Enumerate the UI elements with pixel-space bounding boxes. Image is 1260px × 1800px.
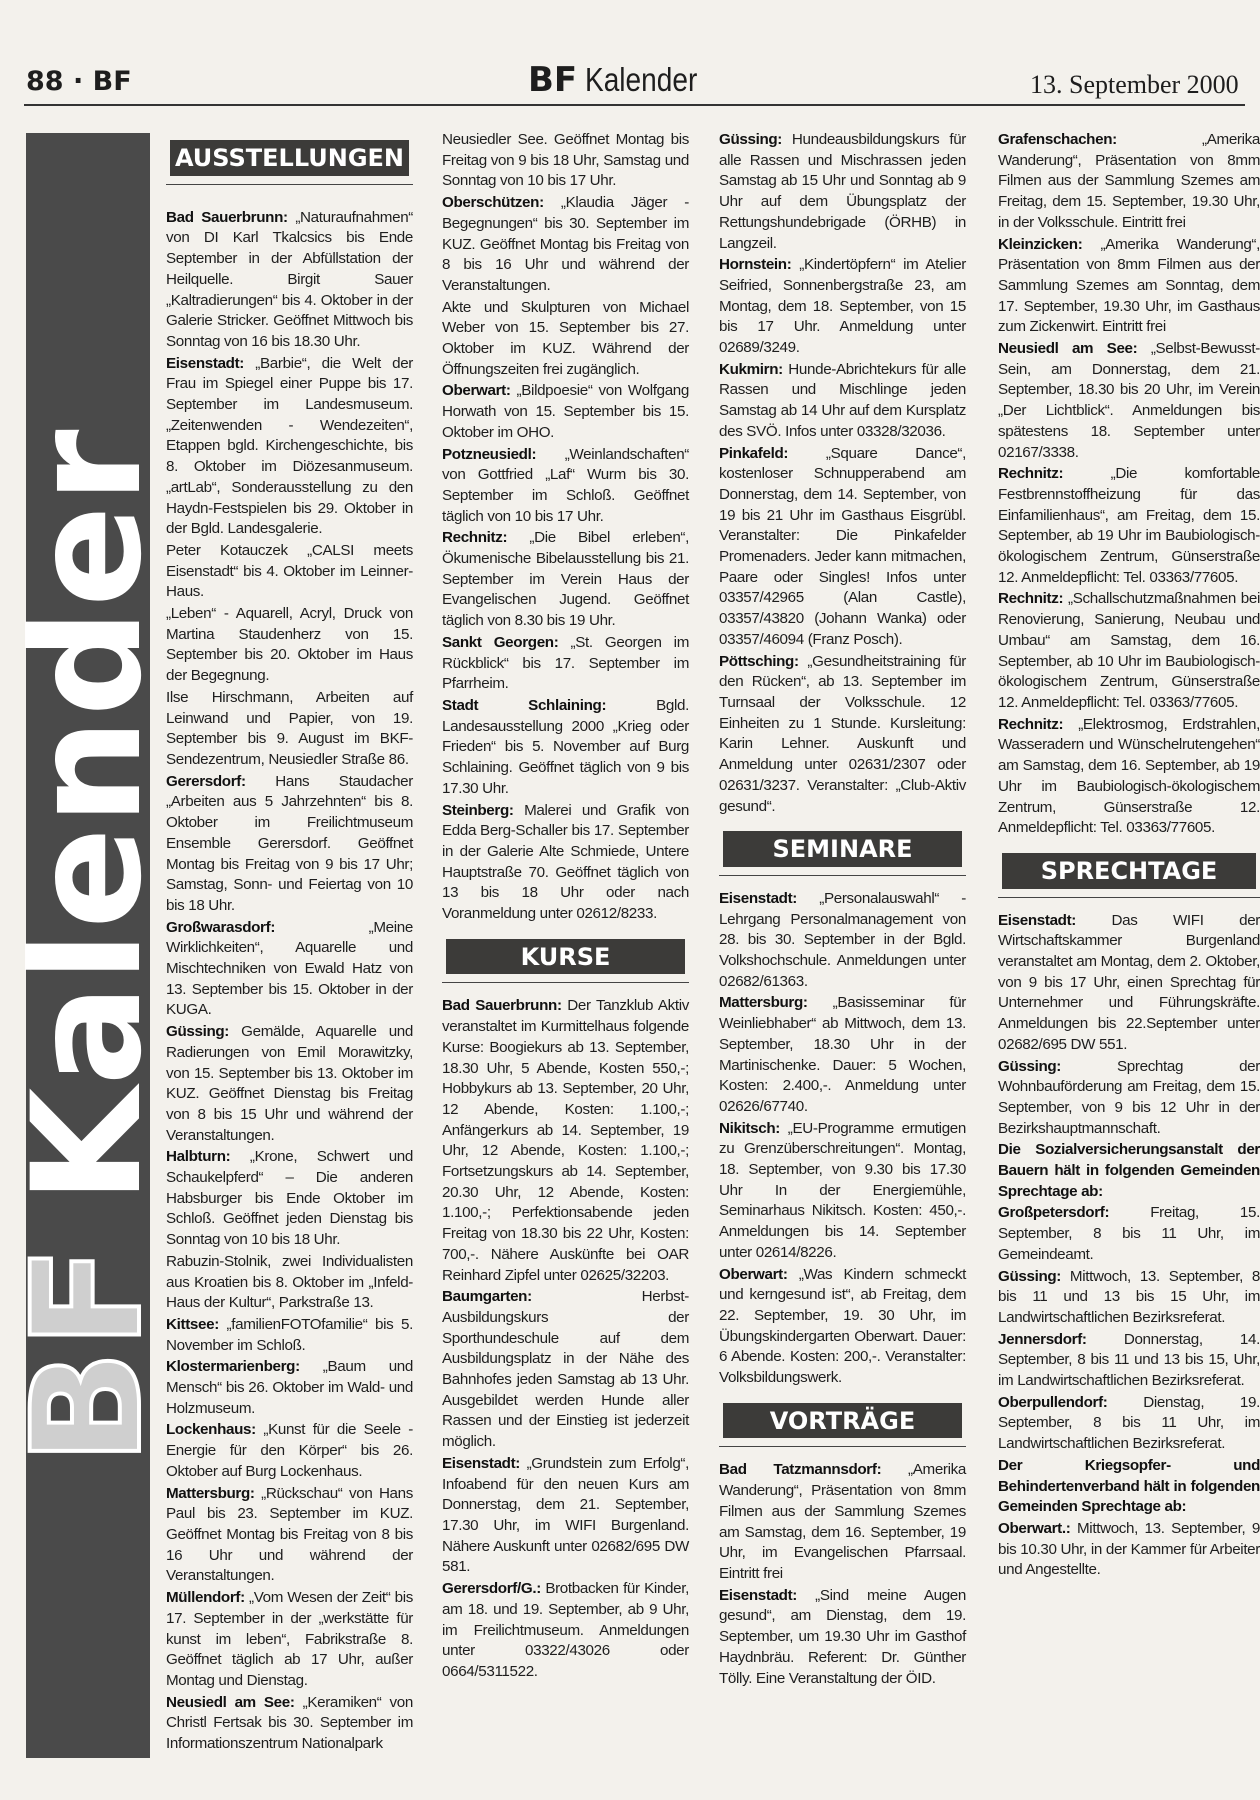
calendar-entry: [719, 1119, 966, 1264]
entry-place: Jennersdorf:: [998, 1330, 1087, 1348]
calendar-entry: [719, 360, 966, 443]
entry-place: Hornstein:: [719, 256, 792, 274]
entry-place: Mattersburg:: [719, 994, 808, 1012]
calendar-entry: [998, 911, 1260, 1056]
calendar-entry: [998, 130, 1260, 234]
calendar-entry: [442, 445, 689, 528]
calendar-entry: [442, 381, 689, 443]
entry-text: „Personalauswahl“ - Lehrgang Personalmanagement von 28. bis 30. September in der Bgld. Volkshochschule. Anmeldungen unter 02682/61363.: [719, 889, 966, 990]
entry-text: Der Tanzklub Aktiv veranstaltet im Kurmittelhaus folgende Kurse: Boogiekurs ab 13. September, 18.30 Uhr, 5 Abende, Kosten 550,-; Hobbykurs ab 13. September, 20 Uhr, 12 Abende, Kosten: 1.100,-; Anfängerkurs ab 14. September, 19 Uhr, 12 Abende, Kosten: 1.100,-; Fortsetzungskurs ab 14. September, 20.30 Uhr, 12 Abende, Kosten: 1.100,-; Perfektionsabende jeden Freitag von 18.30 bis 22 Uhr, Kosten: 700,-. Nähere Auskünfte bei OAR Reinhard Zipfel unter 02625/32203.: [442, 997, 689, 1284]
entry-place: Oberwart:: [442, 382, 511, 400]
section-heading: SEMINARE: [723, 831, 962, 867]
section-heading: SPRECHTAGE: [1002, 853, 1256, 889]
calendar-entry: [998, 589, 1260, 713]
calendar-entry: [442, 130, 689, 192]
entry-text: „Naturaufnahmen“ von DI Karl Tkalcsics bis Ende September in der Abfüllstation der Heilquelle. Birgit Sauer „Kaltradierungen“ bis 4. Oktober in der Galerie Stricker. Geöffnet Mittwoch bis Sonntag von 16 bis 18.30 Uhr.: [166, 208, 413, 350]
entry-text: „Selbst-Bewusst-Sein, am Donnerstag, dem 21. September, 18.30 bis 20 Uhr, im Verein „Der Lichtblick“. Anmeldungen bis spätestens 18. September unter 02167/3338.: [998, 340, 1260, 461]
entry-text: Sprechtag der Wohnbauförderung am Freitag, dem 15. September, von 9 bis 12 Uhr in der Bezirkshauptmannschaft.: [998, 1057, 1260, 1137]
entry-place: Gerersdorf:: [166, 772, 246, 790]
entry-text: Das WIFI der Wirtschaftskammer Burgenland veranstaltet am Montag, dem 2. Oktober, von 9 bis 17 Uhr, einen Sprechtag für Unternehmer und Führungskräfte. Anmeldungen bis 22.September unter 02682/695 DW 551.: [998, 911, 1260, 1053]
entry-place: Potzneusiedl:: [442, 445, 537, 463]
entry-place: Sankt Georgen:: [442, 633, 559, 651]
entry-text: „Vom Wesen der Zeit“ bis 17. September in der „werkstätte für kunst im leben“, Fabrikstraße 8. Geöffnet täglich ab 17 Uhr, außer Montag und Dienstag.: [166, 1589, 413, 1689]
calendar-entry: [719, 889, 966, 993]
entry-place: Neusiedl am See:: [998, 340, 1138, 358]
calendar-entry: [442, 996, 689, 1286]
entry-text: „Kindertöpfern“ im Atelier Seifried, Sonnenbergstraße 23, am Montag, dem 18. September, von 15 bis 17 Uhr. Anmeldung unter 02689/3249.: [719, 256, 966, 357]
entry-text: Gemälde, Aquarelle und Radierungen von Emil Morawitzky, von 15. September bis 13. Oktober im KUZ. Geöffnet Dienstag bis Freitag von 8 bis 15 Uhr und während der Veranstaltungen.: [166, 1023, 413, 1144]
calendar-entry: [998, 1393, 1260, 1455]
entry-place: Stadt Schlaining:: [442, 696, 607, 714]
calendar-entry: [998, 1267, 1260, 1329]
calendar-entry: [719, 130, 966, 254]
entry-text: Mittwoch, 13. September, 9 bis 10.30 Uhr, in der Kammer für Arbeiter und Angestellte.: [998, 1520, 1260, 1579]
entry-place: Rechnitz:: [442, 529, 508, 547]
calendar-entry: [166, 1252, 413, 1314]
entry-text: Mittwoch, 13. September, 8 bis 11 und 13 bis 15 Uhr, im Landwirtschaftlichen Bezirksreferat.: [998, 1267, 1260, 1326]
entry-place: Halbturn:: [166, 1148, 231, 1166]
calendar-entry: [442, 1454, 689, 1578]
entry-text: „Kunst für die Seele - Energie für den Körper“ bis 26. Oktober auf Burg Lockenhaus.: [166, 1421, 413, 1480]
entry-text: „Die komfortable Festbrennstoffheizung für das Einfamilienhaus“, am Freitag, dem 15. September, ab 19 Uhr im Baubiologisch-ökologischem Zentrum, Günserstraße 12. Anmeldepflicht: Tel. 03363/77605.: [998, 465, 1260, 586]
entry-place: Kukmirn:: [719, 360, 783, 378]
entry-text: „Keramiken“ von Christl Fertsak bis 30. September im Informationszentrum Nationalpark: [166, 1693, 413, 1753]
calendar-entry: [166, 772, 413, 917]
entry-text: „Grundstein zum Erfolg“, Infoabend für den neuen Kurs am Donnerstag, dem 21. September, 17.30 Uhr, im WIFI Burgenland. Nähere Auskunft unter 02682/695 DW 581.: [442, 1454, 689, 1576]
entry-place: Kittsee:: [166, 1315, 219, 1333]
entry-place: Eisenstadt:: [166, 354, 245, 372]
entry-place: Eisenstadt:: [442, 1454, 521, 1472]
column-2: [442, 130, 689, 1684]
entry-place: Güssing:: [998, 1057, 1062, 1075]
calendar-entry: [166, 1484, 413, 1588]
entry-place: Klostermarienberg:: [166, 1358, 300, 1376]
entry-text: „Was Kindern schmeckt und kerngesund ist“, ab Freitag, dem 22. September, 19. 30 Uhr, im Übungskindergarten Oberwart. Dauer: 6 Abende. Kosten: 200,-. Veranstalter: Volksbildungswerk.: [719, 1265, 966, 1387]
entry-place: Oberwart:: [719, 1265, 788, 1283]
calendar-entry: [166, 1022, 413, 1146]
vertical-logo-brand: BF: [1, 1243, 175, 1465]
section-heading: AUSSTELLUNGEN: [170, 140, 409, 176]
entry-text: „familienFOTOfamilie“ bis 5. November im Schloß.: [166, 1315, 413, 1354]
entry-text: Malerei und Grafik von Edda Berg-Schaller bis 17. September in der Galerie Alte Schmiede, Untere Hauptstraße 70. Geöffnet täglich von 13 bis 18 Uhr oder nach Voranmeldung unter 02612/8233.: [442, 801, 689, 923]
entry-place: Grafenschachen:: [998, 131, 1117, 148]
entry-place: Bad Sauerbrunn:: [166, 208, 288, 226]
masthead-title: Kalender: [585, 61, 698, 98]
calendar-entry: [166, 1147, 413, 1251]
calendar-entry: [166, 918, 413, 1022]
entry-text: Akte und Skulpturen von Michael Weber von 15. September bis 27. Oktober im KUZ. Während der Öffnungszeiten frei zugänglich.: [442, 298, 689, 378]
entry-text: Freitag, 15. September, 8 bis 11 Uhr, im Gemeindeamt.: [998, 1204, 1260, 1263]
entry-place: Der Kriegsopfer- und Behindertenverband hält in folgenden Gemeinden Sprechtage ab:: [998, 1456, 1260, 1516]
entry-place: Bad Tatzmannsdorf:: [719, 1461, 882, 1479]
header-rule: [24, 104, 1245, 106]
entry-text: „Die Bibel erleben“, Ökumenische Bibelausstellung bis 21. September im Verein Haus der Evangelischen Jugend. Geöffnet täglich von 8.30 bis 19 Uhr.: [442, 529, 689, 630]
calendar-entry: [719, 1586, 966, 1690]
entry-place: Güssing:: [998, 1267, 1062, 1285]
vertical-logo-title: Kalender: [1, 426, 175, 1204]
calendar-entry: [998, 464, 1260, 588]
entry-text: „Square Dance“, kostenloser Schnupperabend am Donnerstag, dem 14. September, von 19 bis 21 Uhr im Gasthaus Eisgrübl. Veranstalter: Die Pinkafelder Promenaders. Jeder kann mitmachen, Paare oder Singles! Infos unter 03357/42965 (Alan Castle), 03357/43820 (Johann Wanka) oder 03357/46094 (Franz Posch).: [719, 444, 966, 648]
calendar-entry: [166, 604, 413, 687]
entry-text: „Amerika Wanderung“, Präsentation von 8mm Filmen aus der Sammlung Szemes am Sonntag, dem 17. September, 19.30 Uhr, im Gasthaus zum Zickenwirt. Eintritt frei: [998, 235, 1260, 336]
calendar-entry: [998, 1140, 1260, 1202]
entry-place: Großpetersdorf:: [998, 1204, 1110, 1222]
calendar-entry: [998, 1330, 1260, 1392]
entry-text: „Sind meine Augen gesund“, am Dienstag, dem 19. September, um 19.30 Uhr im Gasthof Haydnbräu. Referent: Dr. Günther Tölly. Eine Veranstaltung der ÖID.: [719, 1586, 966, 1687]
entry-place: Oberwart.:: [998, 1520, 1071, 1537]
calendar-entry: [166, 354, 413, 540]
entry-place: Oberpullendorf:: [998, 1393, 1108, 1411]
section-heading: VORTRÄGE: [723, 1403, 962, 1439]
entry-text: „Leben“ - Aquarell, Acryl, Druck von Martina Staudenherz von 15. September bis 20. Oktober im Haus der Begegnung.: [166, 605, 413, 685]
entry-text: „Elektrosmog, Erdstrahlen, Wasseradern und Wünschelrutengehen“ am Samstag, dem 16. September, ab 19 Uhr im Baubiologisch-ökologischem Zentrum, Günserstraße 12. Anmeldepflicht: Tel. 03363/77605.: [998, 715, 1260, 837]
entry-text: Bgld. Landesausstellung 2000 „Krieg oder Frieden“ bis 5. November auf Burg Schlaining. Geöffnet täglich von 9 bis 17.30 Uhr.: [442, 696, 689, 797]
calendar-entry: [166, 1693, 413, 1755]
entry-text: Hundeausbildungskurs für alle Rassen und Mischrassen jeden Samstag ab 15 Uhr und Sonntag ab 9 Uhr auf dem Übungsplatz der Rettungshundebrigade (ÖRHB) in Langzeil.: [719, 131, 966, 252]
column-3: [719, 130, 966, 1690]
entry-place: Güssing:: [166, 1023, 230, 1041]
calendar-entry: [166, 208, 413, 353]
entry-place: Pinkafeld:: [719, 444, 789, 462]
entry-text: Ilse Hirschmann, Arbeiten auf Leinwand und Papier, von 19. September bis 9. August im BKF-Sendezentrum, Neusiedler Straße 86.: [166, 688, 413, 768]
entry-place: Eisenstadt:: [719, 1586, 798, 1604]
calendar-entry: [719, 993, 966, 1117]
calendar-entry: [719, 444, 966, 651]
entry-place: Pöttsching:: [719, 652, 799, 670]
entry-text: Peter Kotauczek „CALSI meets Eisenstadt“ bis 4. Oktober im Leinner-Haus.: [166, 541, 413, 601]
entry-text: „Rückschau“ von Hans Paul bis 23. September im KUZ. Geöffnet Montag bis Freitag von 8 bis 16 Uhr und während der Veranstaltungen.: [166, 1484, 413, 1585]
entry-place: Rechnitz:: [998, 465, 1064, 483]
calendar-entry: [442, 1579, 689, 1683]
entry-place: Kleinzicken:: [998, 235, 1083, 253]
entry-text: Brotbacken für Kinder, am 18. und 19. September, ab 9 Uhr, im Freilichtmuseum. Anmeldungen unter 03322/43026 oder 0664/5311522.: [442, 1580, 689, 1680]
calendar-entry: [166, 1357, 413, 1419]
entry-place: Neusiedl am See:: [166, 1693, 295, 1711]
calendar-entry: [998, 235, 1260, 339]
vertical-logo: [1, 427, 175, 1464]
entry-place: Großwarasdorf:: [166, 918, 276, 936]
calendar-entry: [442, 696, 689, 800]
calendar-entry: [166, 541, 413, 603]
entry-place: Nikitsch:: [719, 1119, 780, 1137]
entry-text: „Bildpoesie“ von Wolfgang Horwath von 15. September bis 15. Oktober im OHO.: [442, 382, 689, 441]
entry-place: Rechnitz:: [998, 715, 1064, 733]
calendar-entry: [998, 715, 1260, 839]
section-heading: KURSE: [446, 939, 685, 975]
calendar-entry: [998, 339, 1260, 463]
entry-place: Güssing:: [719, 131, 783, 148]
column-1: [166, 140, 413, 1756]
entry-place: Oberschützen:: [442, 194, 544, 212]
calendar-entry: [166, 1315, 413, 1356]
calendar-entry: [719, 652, 966, 818]
entry-text: „Meine Wirklichkeiten“, Aquarelle und Mischtechniken von Ewald Hatz von 13. September bis 15. Oktober in der KUGA.: [166, 918, 413, 1019]
entry-text: Hans Staudacher „Arbeiten aus 5 Jahrzehnten“ bis 8. Oktober im Freilichtmuseum Ensemble Gerersdorf. Geöffnet Montag bis Freitag von 9 bis 17 Uhr; Samstag, Sonn- und Feiertag von 10 bis 18 Uhr.: [166, 772, 413, 914]
entry-text: „Krone, Schwert und Schaukelpferd“ – Die anderen Habsburger bis Ende Oktober im Schloß. Geöffnet jeden Dienstag bis Sonntag von 10 bis 18 Uhr.: [166, 1148, 413, 1249]
calendar-entry: [442, 801, 689, 925]
issue-date: 13. September 2000: [1030, 70, 1239, 99]
entry-text: „Gesundheitstraining für den Rücken“, ab 13. September im Turnsaal der Volksschule. 12 Einheiten zu 1 Stunde. Kursleitung: Karin Lehner. Auskunft und Anmeldung unter 02631/2307 oder 02631/3237. Veranstalter: „Club-Aktiv gesund“.: [719, 652, 966, 815]
calendar-entry: [998, 1057, 1260, 1140]
calendar-entry: [442, 528, 689, 632]
entry-text: „Weinlandschaften“ von Gottfried „Laf“ Wurm bis 30. September im Schloß. Geöffnet täglich von 10 bis 17 Uhr.: [442, 445, 689, 525]
entry-place: Rechnitz:: [998, 590, 1064, 608]
calendar-entry: [719, 1460, 966, 1584]
entry-text: „Amerika Wanderung“, Präsentation von 8mm Filmen aus der Sammlung Szemes am Freitag, dem 15. September, 19.30 Uhr, in der Volksschule. Eintritt frei: [998, 131, 1260, 231]
entry-text: Rabuzin-Stolnik, zwei Individualisten aus Kroatien bis 8. Oktober im „Infeld-Haus der Kultur“, Parkstraße 13.: [166, 1252, 413, 1312]
entry-text: „Klaudia Jäger - Begegnungen“ bis 30. September im KUZ. Geöffnet Montag bis Freitag von 8 bis 16 Uhr und während der Veranstaltungen.: [442, 194, 689, 294]
calendar-entry: [442, 193, 689, 297]
calendar-entry: [442, 633, 689, 695]
entry-text: „Amerika Wanderung“, Präsentation von 8mm Filmen aus der Sammlung Szemes am Samstag, dem 16. September, 19 Uhr, im Evangelischen Pfarrsaal. Eintritt frei: [719, 1461, 966, 1582]
masthead-brand: BF: [528, 60, 578, 100]
entry-text: „Barbie“, die Welt der Frau im Spiegel einer Puppe bis 17. September im Landesmuseum. „Zeitenwenden - Wendezeiten“, Etappen bgld. Kirchengeschichte, bis 8. Oktober im Diözesanmuseum. „artLab“, Sonderausstellung zu den Haydn-Festspielen bis 29. Oktober in der Bgld. Landesgalerie.: [166, 354, 413, 538]
calendar-entry: [166, 688, 413, 771]
entry-place: Bad Sauerbrunn:: [442, 997, 562, 1015]
entry-place: Eisenstadt:: [719, 889, 798, 907]
entry-text: Hunde-Abrichtekurs für alle Rassen und Mischlinge jeden Samstag ab 14 Uhr auf dem Kursplatz des SVÖ. Infos unter 03328/32036.: [719, 360, 966, 440]
entry-text: „EU-Programme ermutigen zu Grenzüberschreitungen“. Montag, 18. September, von 9.30 bis 17.30 Uhr In der Energiemühle, Seminarhaus Nikitsch. Kosten: 450,-. Anmeldungen bis 14. September unter 02614/8226.: [719, 1119, 966, 1261]
calendar-entry: [998, 1456, 1260, 1518]
entry-text: Herbst-Ausbildungskurs der Sporthundeschule auf dem Ausbildungsplatz in der Nähe des Bahnhofes jeden Samstag ab 13 Uhr. Ausgebildet werden Hunde aller Rassen und der Einstieg ist jederzeit möglich.: [442, 1288, 689, 1451]
calendar-entry: [998, 1203, 1260, 1265]
entry-text: Dienstag, 19. September, 8 bis 11 Uhr, im Landwirtschaftlichen Bezirksreferat.: [998, 1393, 1260, 1453]
column-4: [998, 130, 1260, 1582]
entry-text: „Schallschutzmaßnahmen bei Renovierung, Sanierung, Neubau und Umbau“ am Samstag, dem 16. September, ab 10 Uhr im Baubiologisch-ökologischem Zentrum, Günserstraße 12. Anmeldepflicht: Tel. 03363/77605.: [998, 590, 1260, 711]
page-number: 88 · BF: [26, 66, 132, 97]
entry-place: Müllendorf:: [166, 1589, 245, 1607]
calendar-entry: [719, 255, 966, 359]
entry-text: Neusiedler See. Geöffnet Montag bis Freitag von 9 bis 18 Uhr, Samstag und Sonntag von 10 bis 17 Uhr.: [442, 131, 689, 190]
calendar-entry: [166, 1420, 413, 1482]
entry-place: Steinberg:: [442, 801, 514, 819]
calendar-entry: [442, 298, 689, 381]
vertical-logo-bar: [1, 133, 175, 1758]
calendar-entry: [166, 1588, 413, 1692]
entry-place: Lockenhaus:: [166, 1421, 256, 1439]
entry-text: „Basisseminar für Weinliebhaber“ ab Mittwoch, dem 13. September, 18.30 Uhr in der Martinischenke. Dauer: 5 Wochen, Kosten: 2.400,-. Anmeldung unter 02626/67740.: [719, 994, 966, 1115]
entry-text: „St. Georgen im Rückblick“ bis 17. September im Pfarrheim.: [442, 633, 689, 693]
entry-place: Eisenstadt:: [998, 911, 1077, 929]
calendar-entry: [998, 1519, 1260, 1581]
entry-text: Donnerstag, 14. September, 8 bis 11 und 13 bis 15, Uhr, im Landwirtschaftlichen Bezirksreferat.: [998, 1330, 1260, 1390]
entry-text: „Baum und Mensch“ bis 26. Oktober im Wald- und Holzmuseum.: [166, 1358, 413, 1417]
entry-place: Gerersdorf/G.:: [442, 1580, 541, 1598]
calendar-entry: [719, 1265, 966, 1389]
entry-place: Baumgarten:: [442, 1288, 532, 1306]
masthead: [528, 60, 717, 100]
entry-place: Mattersburg:: [166, 1484, 255, 1502]
entry-place: Die Sozialversicherungsanstalt der Bauern hält in folgenden Gemeinden Sprechtage ab:: [998, 1141, 1260, 1200]
calendar-entry: [442, 1287, 689, 1453]
